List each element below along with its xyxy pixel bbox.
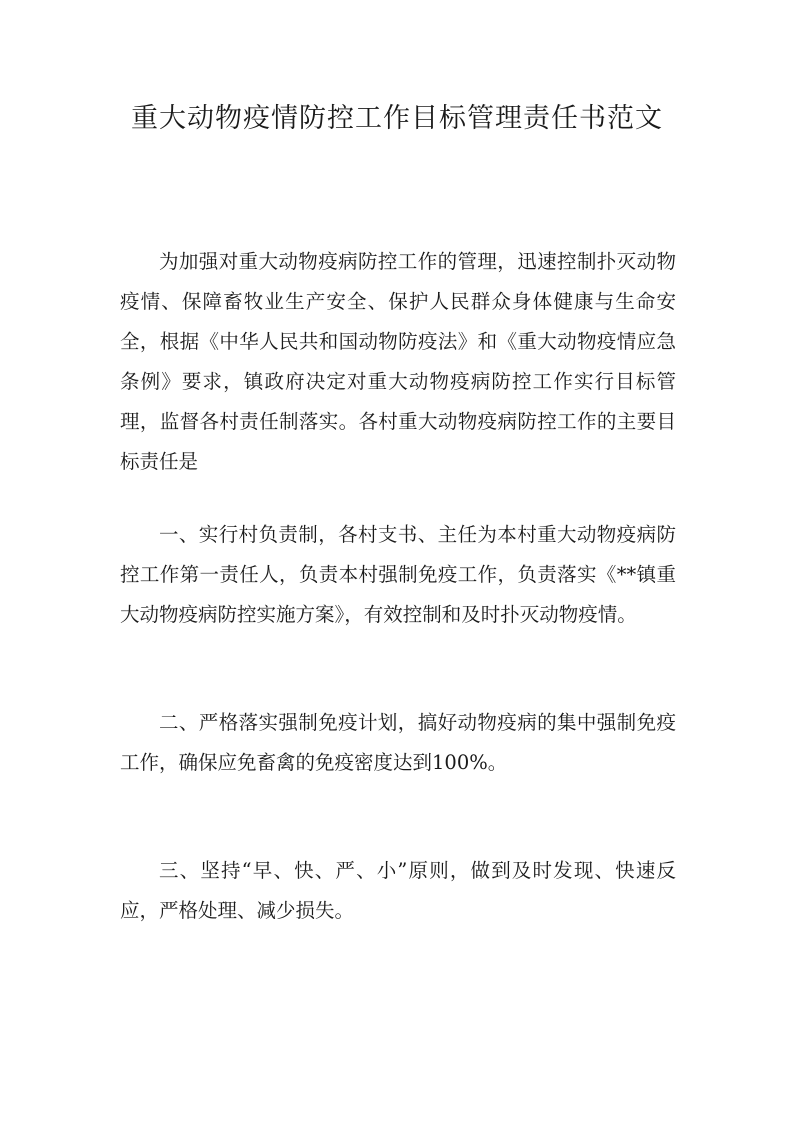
item-two-paragraph: 二、严格落实强制免疫计划，搞好动物疫病的集中强制免疫工作，确保应免畜禽的免疫密度达到100%。 bbox=[120, 711, 676, 774]
item-three-paragraph: 三、坚持“早、快、严、小”原则，做到及时发现、快速反应，严格处理、减少损失。 bbox=[120, 859, 676, 922]
document-title: 重大动物疫情防控工作目标管理责任书范文 bbox=[131, 103, 663, 134]
item-one-paragraph: 一、实行村负责制，各村支书、主任为本村重大动物疫病防控工作第一责任人，负责本村强制免疫工作，负责落实《**镇重大动物疫病防控实施方案》，有效控制和及时扑灭动物疫情。 bbox=[120, 523, 676, 626]
intro-paragraph: 为加强对重大动物疫病防控工作的管理，迅速控制扑灭动物疫情、保障畜牧业生产安全、保护人民群众身体健康与生命安全，根据《中华人民共和国动物防疫法》和《重大动物疫情应急条例》要求，镇政府决定对重大动物疫病防控工作实行目标管理，监督各村责任制落实。各村重大动物疫病防控工作的主要目标责任是 bbox=[120, 250, 676, 473]
